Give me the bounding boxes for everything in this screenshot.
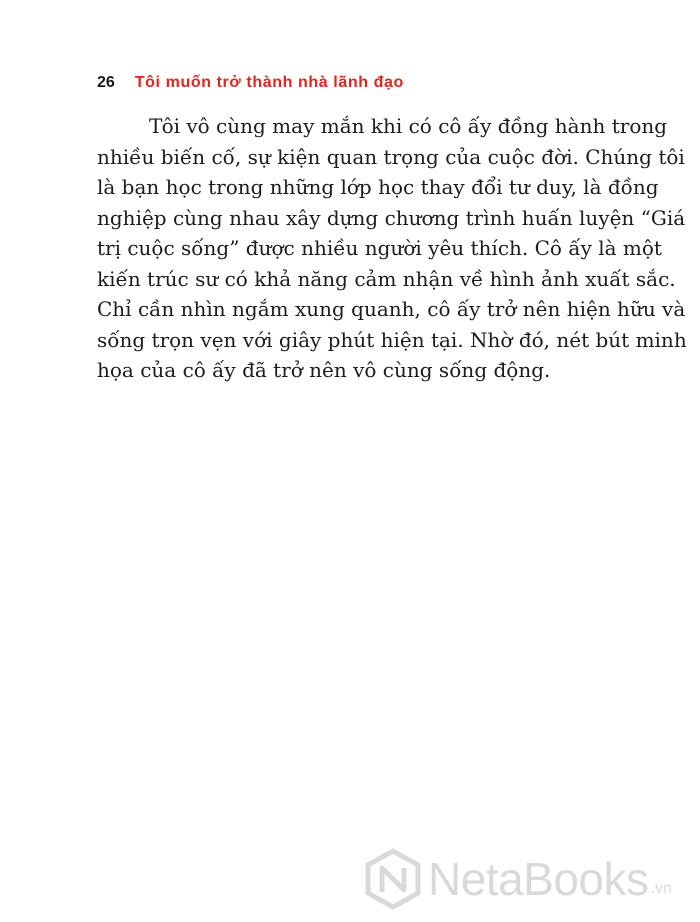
paragraph-line: kiến trúc sư có khả năng cảm nhận về hình ảnh xuất sắc. — [97, 266, 676, 291]
paragraph-line: nhiều biến cố, sự kiện quan trọng của cuộc đời. Chúng tôi — [97, 144, 685, 169]
paragraph-line: họa của cô ấy đã trở nên vô cùng sống động. — [97, 358, 551, 382]
paragraph-line: trị cuộc sống” được nhiều người yêu thích. Cô ấy là một — [97, 236, 662, 260]
page-number: 26 — [97, 74, 115, 91]
paragraph-line: sống trọn vẹn với giây phút hiện tại. Nhờ đó, nét bút minh — [97, 327, 687, 352]
watermark-domain: .vn — [650, 880, 672, 897]
watermark — [364, 846, 672, 912]
paragraph-line: Chỉ cần nhìn ngắm xung quanh, cô ấy trở nên hiện hữu và — [97, 297, 686, 321]
chapter-title: Tôi muốn trở thành nhà lãnh đạo — [134, 74, 404, 91]
paragraph-line: Tôi vô cùng may mắn khi có cô ấy đồng hành trong — [149, 114, 668, 138]
paragraph-line: nghiệp cùng nhau xây dựng chương trình huấn luyện “Giá — [97, 205, 686, 230]
netabooks-logo-icon — [364, 848, 422, 910]
watermark-brand: NetaBooks — [428, 853, 649, 905]
running-head — [97, 74, 404, 96]
body-paragraph — [97, 111, 687, 386]
paragraph-line: là bạn học trong những lớp học thay đổi tư duy, là đồng — [97, 175, 659, 199]
